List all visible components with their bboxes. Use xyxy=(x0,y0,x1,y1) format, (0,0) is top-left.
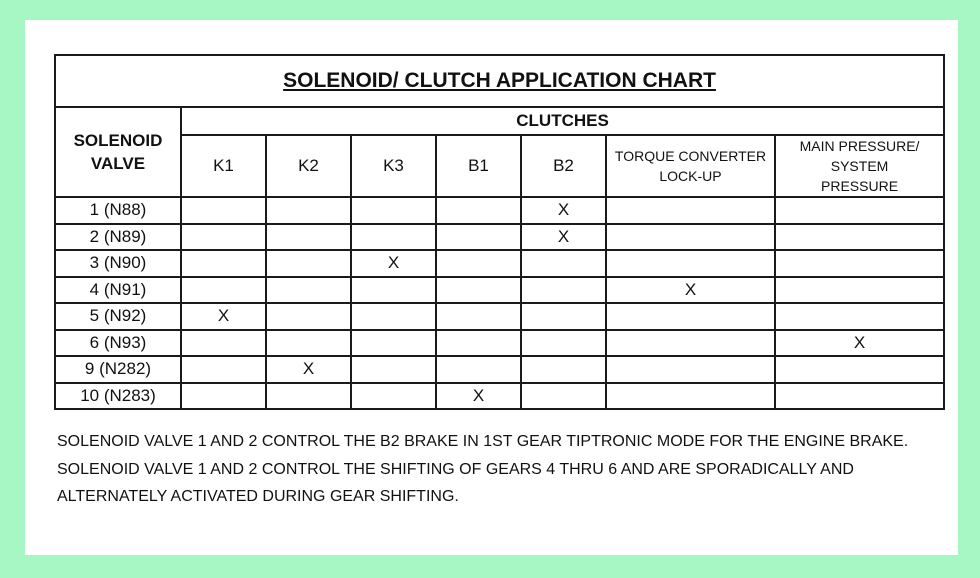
mark-cell xyxy=(266,330,351,357)
mark-cell xyxy=(351,303,436,330)
mark-cell xyxy=(606,303,775,330)
mark-cell xyxy=(351,356,436,383)
mark-cell xyxy=(775,197,944,224)
mark-cell xyxy=(181,250,266,277)
chart-card xyxy=(25,20,958,555)
mark-cell xyxy=(351,277,436,304)
mark-cell: X xyxy=(521,224,606,251)
mark-cell: X xyxy=(775,330,944,357)
mark-cell xyxy=(521,250,606,277)
mark-cell xyxy=(266,224,351,251)
column-header xyxy=(521,135,606,197)
mark-cell xyxy=(775,383,944,410)
mark-cell xyxy=(521,383,606,410)
mark-cell xyxy=(436,197,521,224)
mark-cell xyxy=(181,224,266,251)
mark-cell xyxy=(181,277,266,304)
column-header-label: LOCK-UP xyxy=(659,168,722,184)
notes-block xyxy=(57,428,937,511)
mark-cell xyxy=(436,250,521,277)
mark-cell xyxy=(266,250,351,277)
mark-cell xyxy=(266,197,351,224)
column-header-label: TORQUE CONVERTER xyxy=(614,148,767,164)
valve-cell: 10 (N283) xyxy=(55,383,181,410)
note-line-1: SOLENOID VALVE 1 AND 2 CONTROL THE B2 BRAKE IN 1ST GEAR TIPTRONIC MODE FOR THE ENGINE BRAKE. xyxy=(57,433,909,450)
mark-cell xyxy=(606,330,775,357)
mark-cell xyxy=(775,356,944,383)
solenoid-valve-header xyxy=(55,107,181,197)
mark-cell xyxy=(266,383,351,410)
column-header-label: PRESSURE xyxy=(821,178,899,194)
note-line-2: SOLENOID VALVE 1 AND 2 CONTROL THE SHIFTING OF GEARS 4 THRU 6 AND ARE SPORADICALLY AND xyxy=(57,460,854,478)
note-line-3: ALTERNATELY ACTIVATED DURING GEAR SHIFTING. xyxy=(57,488,459,505)
mark-cell xyxy=(775,250,944,277)
column-header-label: MAIN PRESSURE/ SYSTEM xyxy=(799,138,920,174)
mark-cell xyxy=(181,383,266,410)
mark-cell xyxy=(436,224,521,251)
valve-cell: 6 (N93) xyxy=(55,330,181,357)
column-header xyxy=(606,135,775,197)
mark-cell xyxy=(436,356,521,383)
column-header xyxy=(775,135,944,197)
mark-cell xyxy=(436,330,521,357)
mark-cell xyxy=(775,277,944,304)
table-body xyxy=(55,197,944,409)
valve-cell: 1 (N88) xyxy=(55,197,181,224)
mark-cell: X xyxy=(436,383,521,410)
valve-cell: 2 (N89) xyxy=(55,224,181,251)
solenoid-header-line-2: VALVE xyxy=(90,154,146,173)
mark-cell xyxy=(606,356,775,383)
table-row xyxy=(55,224,944,251)
mark-cell xyxy=(521,330,606,357)
mark-cell: X xyxy=(521,197,606,224)
solenoid-clutch-table xyxy=(54,54,945,410)
column-header xyxy=(351,135,436,197)
mark-cell xyxy=(606,197,775,224)
mark-cell: X xyxy=(351,250,436,277)
table-row xyxy=(55,303,944,330)
mark-cell: X xyxy=(606,277,775,304)
mark-cell xyxy=(351,330,436,357)
column-header-label: K3 xyxy=(383,156,404,175)
chart-title xyxy=(55,55,944,107)
table-row xyxy=(55,356,944,383)
mark-cell xyxy=(775,224,944,251)
chart-title-text: SOLENOID/ CLUTCH APPLICATION CHART xyxy=(283,69,716,92)
mark-cell xyxy=(181,197,266,224)
clutches-header: CLUTCHES xyxy=(181,107,944,135)
column-header-label: B2 xyxy=(553,156,574,175)
valve-cell: 3 (N90) xyxy=(55,250,181,277)
column-header-label: B1 xyxy=(468,156,489,175)
valve-cell: 5 (N92) xyxy=(55,303,181,330)
mark-cell xyxy=(606,383,775,410)
column-header-label: K2 xyxy=(298,156,319,175)
column-header xyxy=(266,135,351,197)
valve-cell: 9 (N282) xyxy=(55,356,181,383)
solenoid-header-line-1: SOLENOID xyxy=(73,131,163,150)
column-header xyxy=(181,135,266,197)
column-header-row xyxy=(55,135,944,197)
mark-cell xyxy=(351,224,436,251)
column-header-label: K1 xyxy=(213,156,234,175)
mark-cell xyxy=(436,303,521,330)
mark-cell: X xyxy=(181,303,266,330)
mark-cell xyxy=(351,197,436,224)
table-row xyxy=(55,383,944,410)
mark-cell xyxy=(266,303,351,330)
mark-cell xyxy=(775,303,944,330)
mark-cell xyxy=(351,383,436,410)
table-row xyxy=(55,330,944,357)
mark-cell xyxy=(436,277,521,304)
mark-cell: X xyxy=(266,356,351,383)
table-row xyxy=(55,197,944,224)
mark-cell xyxy=(521,303,606,330)
mark-cell xyxy=(181,356,266,383)
mark-cell xyxy=(606,224,775,251)
valve-cell: 4 (N91) xyxy=(55,277,181,304)
column-header xyxy=(436,135,521,197)
table-row xyxy=(55,277,944,304)
mark-cell xyxy=(606,250,775,277)
mark-cell xyxy=(266,277,351,304)
mark-cell xyxy=(521,356,606,383)
table-row xyxy=(55,250,944,277)
mark-cell xyxy=(521,277,606,304)
mark-cell xyxy=(181,330,266,357)
